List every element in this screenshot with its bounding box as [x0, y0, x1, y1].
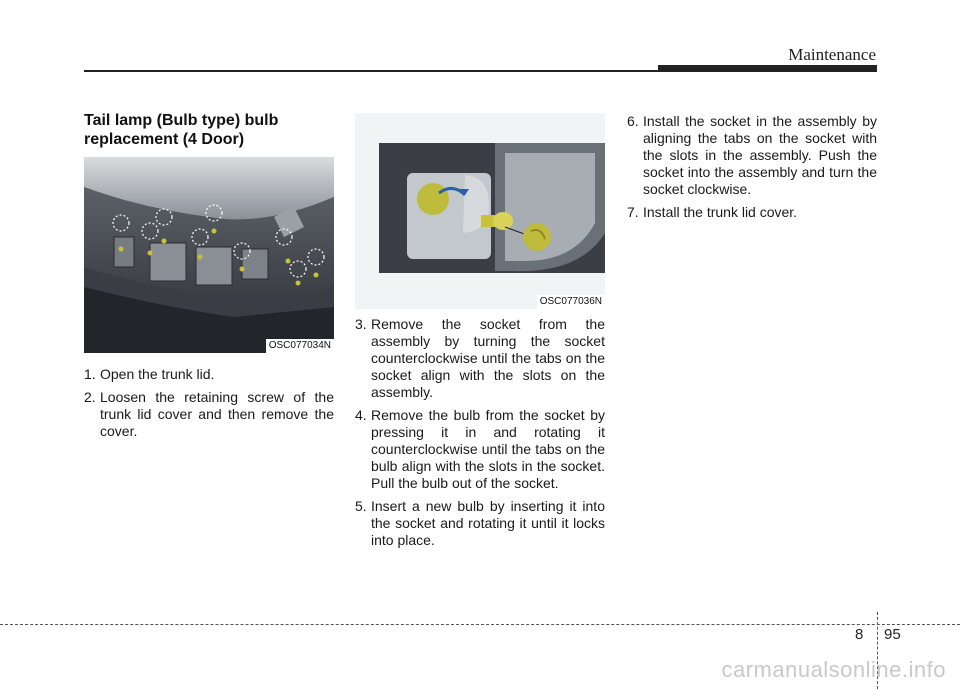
steps-column-1 — [84, 366, 334, 446]
socket-highlight — [417, 183, 449, 215]
step-item: 4. Remove the bulb from the socket by pressing it in and rotating it counterclockwise until the tabs on the bulb align with the slots in the socket. Pull the bulb out of the socket. — [355, 407, 605, 491]
trunk-lid-figure — [84, 157, 334, 353]
socket-figure — [355, 113, 605, 309]
watermark: carmanualsonline.info — [721, 657, 946, 682]
step-item: 3. Remove the socket from the assembly by turning the socket counterclockwise until the tabs on the socket align with the slots on the assembly. — [355, 316, 605, 400]
figure-code-label: OSC077034N — [266, 339, 334, 353]
section-header: Maintenance — [788, 45, 876, 64]
page-number: 95 — [884, 626, 901, 643]
figure-code-label: OSC077036N — [537, 295, 605, 309]
steps-column-2 — [355, 316, 605, 555]
chapter-number: 8 — [855, 626, 864, 643]
header-rule-accent — [658, 65, 877, 72]
steps-column-3 — [627, 113, 877, 227]
step-item: 5. Insert a new bulb by inserting it into the socket and rotating it until it locks into place. — [355, 498, 605, 548]
socket-illustration — [355, 113, 605, 309]
section-title: Tail lamp (Bulb type) bulb replacement (4 Door) — [84, 112, 279, 148]
header-rule — [84, 70, 660, 72]
step-item: 2. Loosen the retaining screw of the trunk lid cover and then remove the cover. — [84, 389, 334, 439]
step-item: 6. Install the socket in the assembly by aligning the tabs on the socket with the slots in the assembly. Push the socket into the assembly and turn the socket clockwise. — [627, 113, 877, 197]
step-item: 1. Open the trunk lid. — [84, 366, 215, 382]
trunk-lid-illustration — [84, 157, 334, 353]
footer-rule — [0, 624, 960, 625]
step-item: 7. Install the trunk lid cover. — [627, 204, 798, 220]
